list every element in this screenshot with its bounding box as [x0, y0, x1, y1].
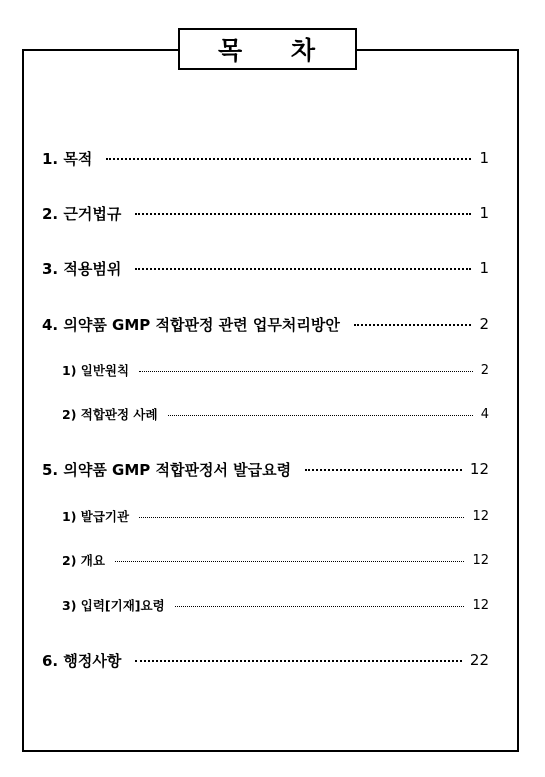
- toc-leader-dots: [139, 371, 473, 372]
- toc-entry-label: 5. 의약품 GMP 적합판정서 발급요령: [42, 460, 292, 479]
- toc-entry-label: 2) 적합판정 사례: [62, 407, 158, 422]
- toc-entry-page: 1: [479, 149, 489, 167]
- toc-subentry-overview[interactable]: [62, 551, 489, 569]
- toc-entry-page: 2: [479, 315, 489, 333]
- toc-entry-scope[interactable]: [42, 257, 489, 279]
- toc-entry-page: 12: [469, 460, 489, 478]
- toc-leader-dots: [354, 324, 472, 326]
- toc-leader-dots: [168, 415, 473, 416]
- toc-entry-page: 2: [480, 362, 489, 378]
- toc-entry-page: 12: [472, 508, 489, 524]
- toc-entry-gmp-procedures[interactable]: [42, 313, 489, 335]
- toc-entry-page: 12: [472, 552, 489, 568]
- toc-leader-dots: [135, 213, 471, 215]
- toc-subentry-issuing-agency[interactable]: [62, 507, 489, 525]
- toc-entry-issuance-guide[interactable]: [42, 458, 489, 480]
- toc-entry-page: 12: [472, 597, 489, 613]
- toc-entry-label: 6. 행정사항: [42, 651, 122, 670]
- toc-entry-label: 3) 입력[기재]요령: [62, 598, 165, 613]
- toc-entry-label: 3. 적용범위: [42, 259, 122, 278]
- toc-leader-dots: [106, 158, 471, 160]
- toc-entry-label: 4. 의약품 GMP 적합판정 관련 업무처리방안: [42, 315, 340, 334]
- toc-title: [178, 28, 357, 70]
- toc-entry-page: 4: [480, 406, 489, 422]
- toc-leader-dots: [305, 469, 462, 471]
- toc-title-text: 목 차: [217, 36, 335, 65]
- toc-entry-page: 1: [479, 204, 489, 222]
- toc-entry-label: 1) 발급기관: [62, 509, 130, 524]
- toc-leader-dots: [175, 606, 465, 607]
- toc-leader-dots: [139, 517, 464, 518]
- toc-leader-dots: [135, 660, 462, 662]
- toc-entry-purpose[interactable]: [42, 147, 489, 169]
- toc-subentry-input-guide[interactable]: [62, 596, 489, 614]
- toc-entry-label: 1. 목적: [42, 149, 93, 168]
- toc-entry-label: 2. 근거법규: [42, 204, 122, 223]
- toc-entry-page: 1: [479, 259, 489, 277]
- toc-subentry-cases[interactable]: [62, 405, 489, 423]
- toc-entry-label: 1) 일반원칙: [62, 363, 130, 378]
- toc-subentry-general-principles[interactable]: [62, 361, 489, 379]
- toc-leader-dots: [135, 268, 471, 270]
- toc-entry-label: 2) 개요: [62, 553, 105, 568]
- toc-entry-legal-basis[interactable]: [42, 202, 489, 224]
- toc-entry-page: 22: [469, 651, 489, 669]
- toc-entry-administrative-matters[interactable]: [42, 649, 489, 671]
- toc-leader-dots: [115, 561, 465, 562]
